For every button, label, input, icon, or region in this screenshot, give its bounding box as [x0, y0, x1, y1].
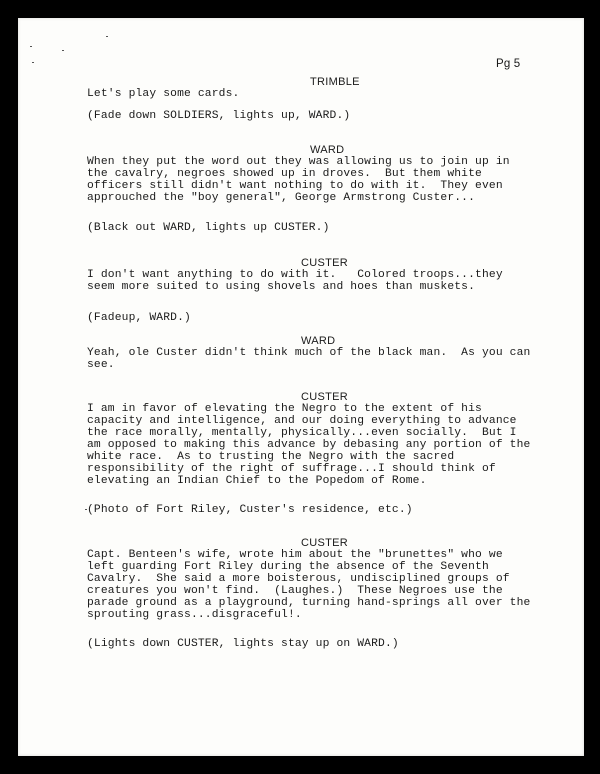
scan-speck: [32, 62, 34, 63]
dialogue-line: capacity and intelligence, and our doing everything to advance: [87, 415, 517, 427]
dialogue-line: parade ground as a playground, turning hand-springs all over the: [87, 597, 531, 609]
speaker-name: CUSTER: [301, 537, 349, 549]
speaker-name: TRIMBLE: [310, 76, 360, 88]
dialogue-line: I am in favor of elevating the Negro to the extent of his: [87, 403, 482, 415]
dialogue-line: seem more suited to using shovels and hoes than muskets.: [87, 281, 476, 293]
dialogue-line: responsibility of the right of suffrage...I should think of: [87, 463, 496, 475]
dialogue-line: approuched the "boy general", George Armstrong Custer...: [87, 192, 476, 204]
stage-direction: (Fade down SOLDIERS, lights up, WARD.): [87, 110, 351, 122]
dialogue-line: white race. As to trusting the Negro with the sacred: [87, 451, 455, 463]
scan-speck: [62, 50, 64, 51]
scan-speck: [85, 509, 87, 510]
script-page: [18, 18, 584, 756]
stage-direction: (Photo of Fort Riley, Custer's residence, etc.): [87, 504, 413, 516]
speaker-name: WARD: [310, 144, 345, 156]
dialogue-line: sprouting grass...disgraceful!.: [87, 609, 302, 621]
dialogue-line: Capt. Benteen's wife, wrote him about the "brunettes" who we: [87, 549, 503, 561]
dialogue-line: creatures you won't find. (Laughes.) These Negroes use the: [87, 585, 503, 597]
stage-direction: (Lights down CUSTER, lights stay up on WARD.): [87, 638, 399, 650]
dialogue-line: the cavalry, negroes showed up in droves. But them white: [87, 168, 482, 180]
scan-speck: [30, 46, 32, 47]
dialogue-line: the race morally, mentally, physically...even socially. But I: [87, 427, 517, 439]
dialogue-line: When they put the word out they was allowing us to join up in: [87, 156, 510, 168]
stage-direction: (Black out WARD, lights up CUSTER.): [87, 222, 330, 234]
stage-direction: (Fadeup, WARD.): [87, 312, 191, 324]
dialogue-line: left guarding Fort Riley during the absence of the Seventh: [87, 561, 489, 573]
speaker-name: CUSTER: [301, 257, 349, 269]
scan-speck: [106, 36, 108, 37]
dialogue-line: see.: [87, 359, 115, 371]
dialogue-line: elevating an Indian Chief to the Popedom of Rome.: [87, 475, 427, 487]
dialogue-line: Let's play some cards.: [87, 88, 240, 100]
speaker-name: CUSTER: [301, 391, 349, 403]
dialogue-line: officers still didn't want nothing to do with it. They even: [87, 180, 503, 192]
dialogue-line: am opposed to making this advance by debasing any portion of the: [87, 439, 531, 451]
page-number: Pg 5: [496, 58, 521, 70]
speaker-name: WARD: [301, 335, 336, 347]
dialogue-line: I don't want anything to do with it. Colored troops...they: [87, 269, 503, 281]
dialogue-line: Cavalry. She said a more boisterous, undisciplined groups of: [87, 573, 510, 585]
script-body: [18, 18, 584, 756]
dialogue-line: Yeah, ole Custer didn't think much of the black man. As you can: [87, 347, 531, 359]
